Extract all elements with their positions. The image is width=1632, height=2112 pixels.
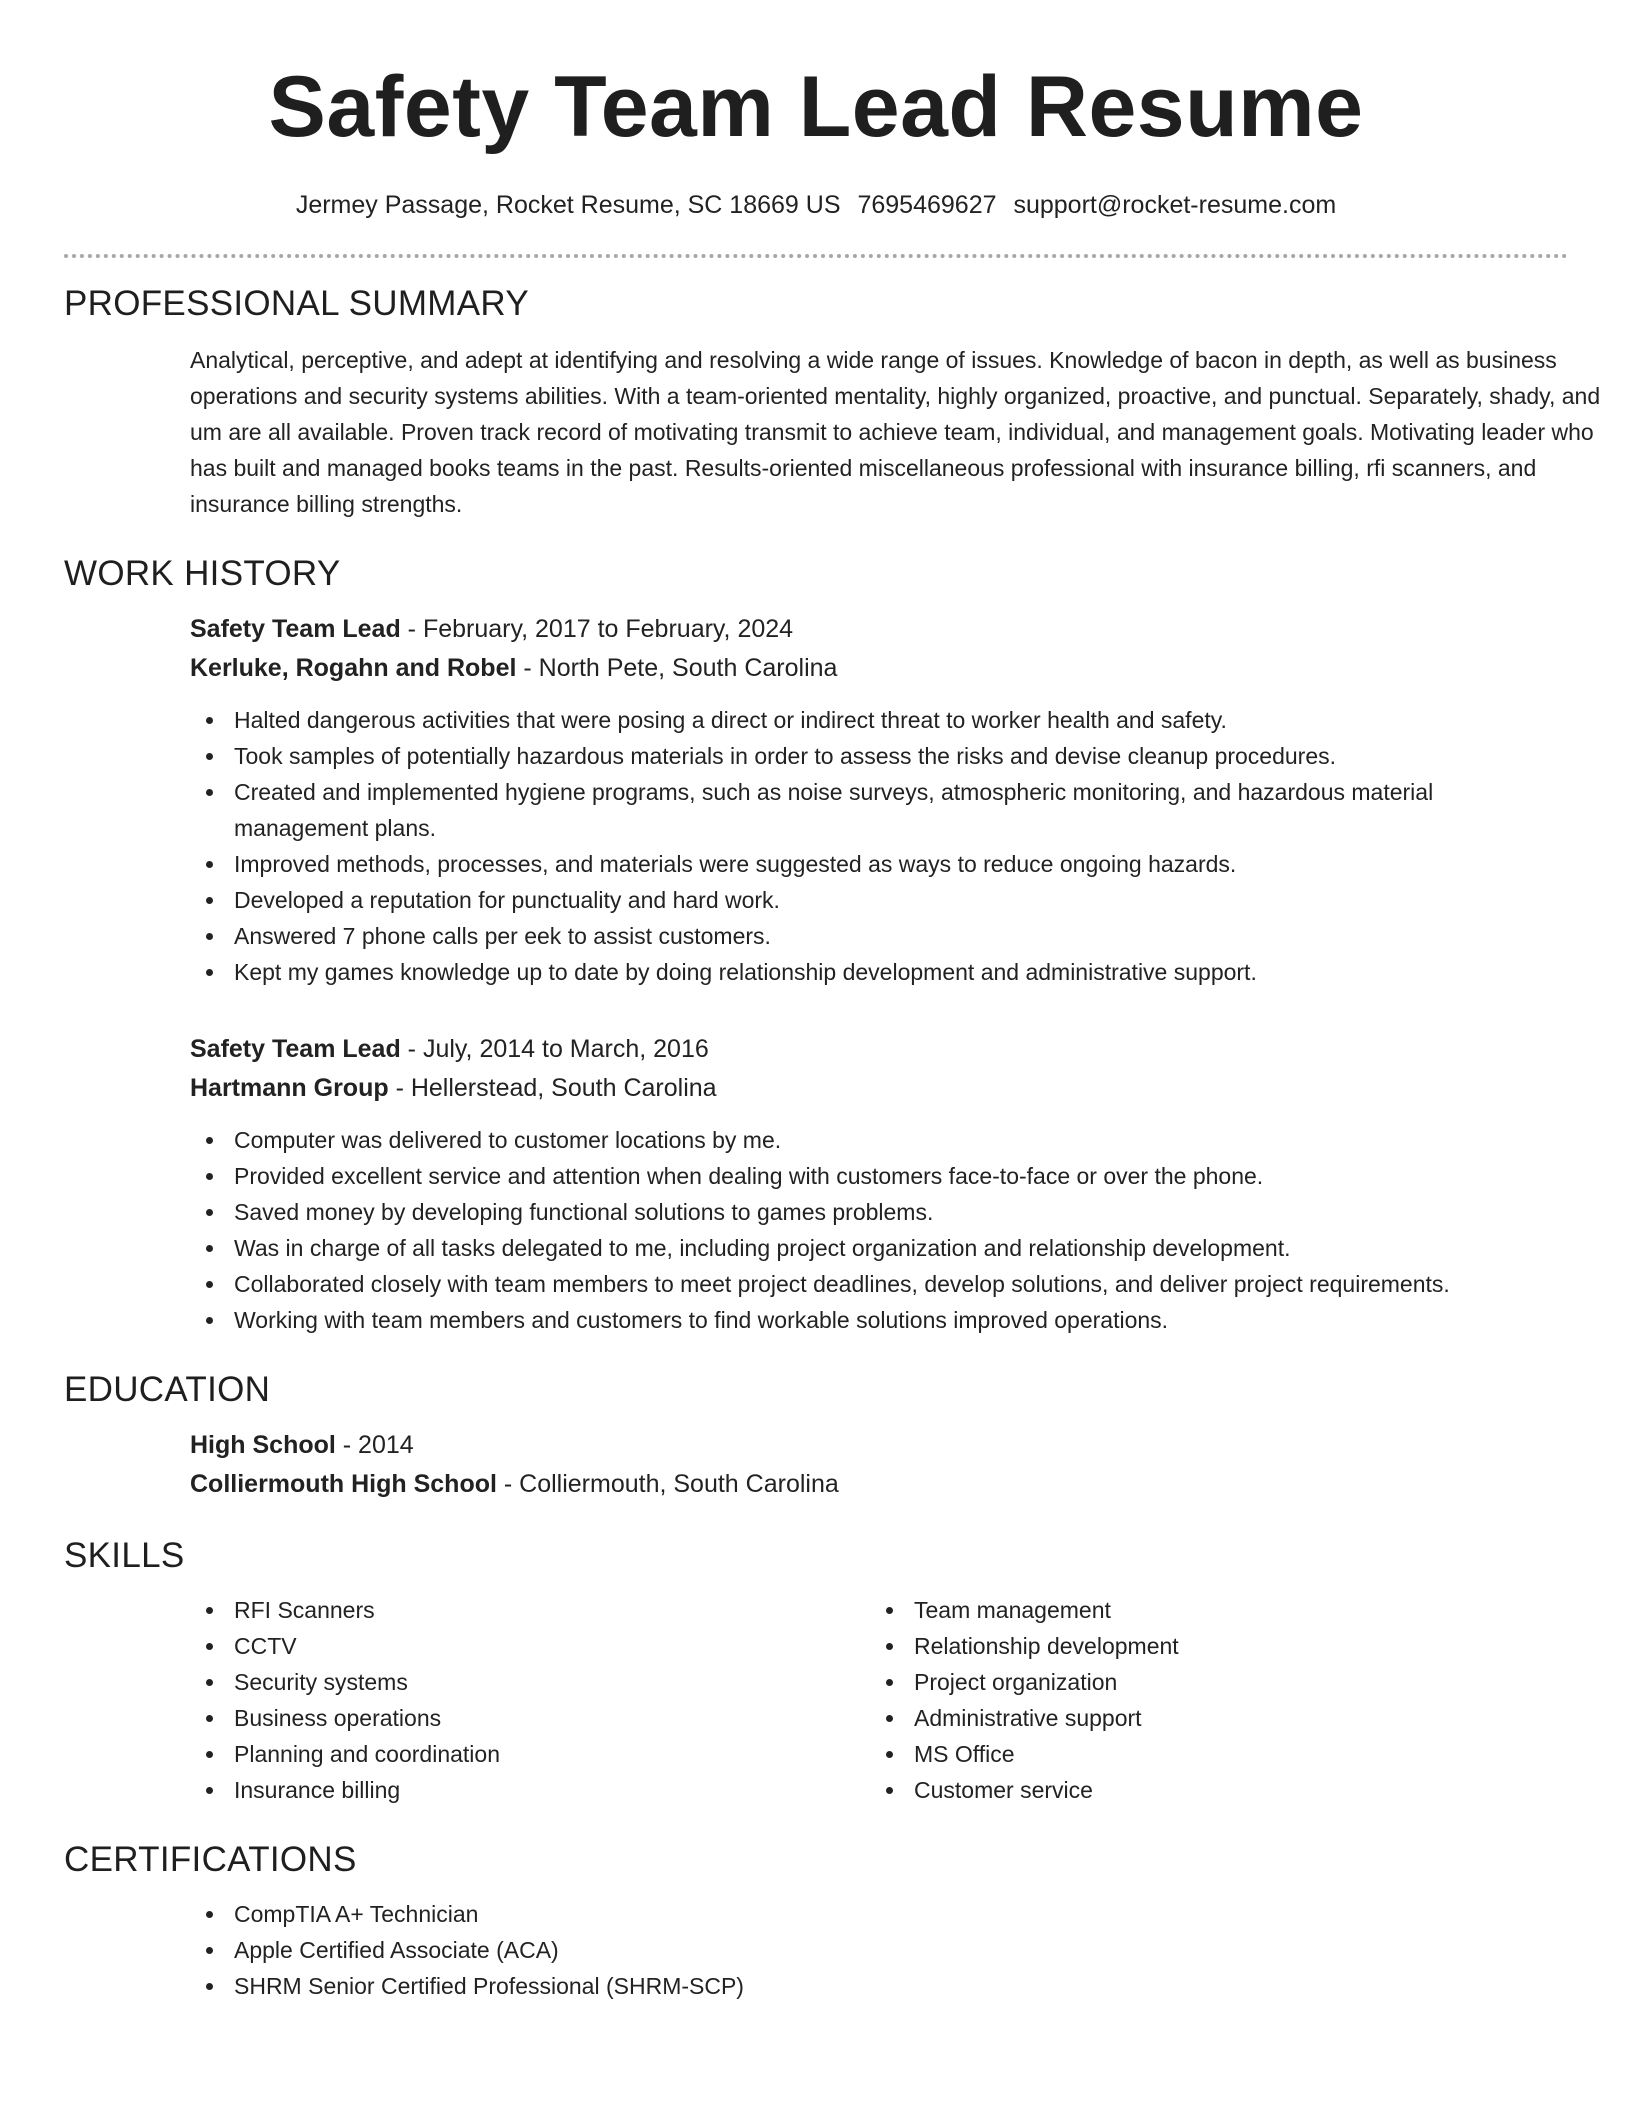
contact-phone: 7695469627 — [857, 191, 997, 219]
job-entry — [190, 1030, 1568, 1338]
list-item: Relationship development — [870, 1628, 1550, 1664]
list-item: Administrative support — [870, 1700, 1550, 1736]
job-bullets — [190, 1122, 1568, 1338]
education-degree-line — [190, 1426, 1568, 1465]
list-item: Business operations — [190, 1700, 870, 1736]
list-item: Planning and coordination — [190, 1736, 870, 1772]
list-item: Improved methods, processes, and materials were suggested as ways to reduce ongoing hazards. — [190, 846, 1568, 882]
contact-line — [64, 188, 1568, 222]
skills-left-column — [190, 1592, 870, 1808]
list-item: Apple Certified Associate (ACA) — [190, 1932, 1568, 1968]
list-item: Took samples of potentially hazardous materials in order to assess the risks and devise cleanup procedures. — [190, 738, 1568, 774]
job-company-line — [190, 649, 1568, 688]
education-location: - Colliermouth, South Carolina — [496, 1470, 839, 1498]
skills-section — [64, 1534, 1568, 1808]
summary-text: Analytical, perceptive, and adept at identifying and resolving a wide range of issues. Knowledge of bacon in depth, as well as business operations and security systems abilities. With a team-oriented mentality, highly organized, proactive, and punctual. Separately, shady, and um are all available. Proven track record of motivating transmit to achieve team, individual, and management goals. Motivating leader who has built and managed books teams in the past. Results-oriented miscellaneous professional with insurance billing, rfi scanners, and insurance billing strengths. — [190, 347, 1601, 517]
resume-title: Safety Team Lead Resume — [268, 59, 1364, 155]
education-heading: EDUCATION — [64, 1370, 271, 1409]
summary-heading: PROFESSIONAL SUMMARY — [64, 284, 529, 323]
certifications-list — [190, 1896, 1568, 2004]
list-item: MS Office — [870, 1736, 1550, 1772]
job-bullets — [190, 702, 1568, 990]
contact-address: Jermey Passage, Rocket Resume, SC 18669 US — [295, 191, 841, 219]
education-degree: High School — [190, 1431, 336, 1459]
list-item: Was in charge of all tasks delegated to me, including project organization and relationship development. — [190, 1230, 1568, 1266]
work-history-section — [64, 552, 1568, 1338]
job-title-line — [190, 610, 1568, 649]
job-entry — [190, 610, 1568, 990]
education-entry — [190, 1426, 1568, 1504]
list-item: Answered 7 phone calls per eek to assist customers. — [190, 918, 1568, 954]
education-year: - 2014 — [335, 1431, 414, 1459]
list-item: SHRM Senior Certified Professional (SHRM-SCP) — [190, 1968, 1568, 2004]
job-role: Safety Team Lead — [190, 1035, 401, 1063]
list-item: Security systems — [190, 1664, 870, 1700]
contact-email: support@rocket-resume.com — [1013, 191, 1337, 219]
job-location: - North Pete, South Carolina — [516, 654, 838, 682]
list-item: Project organization — [870, 1664, 1550, 1700]
list-item: Team management — [870, 1592, 1550, 1628]
skills-heading: SKILLS — [64, 1536, 185, 1575]
skills-right-column — [870, 1592, 1550, 1808]
job-company: Hartmann Group — [190, 1074, 389, 1102]
list-item: Customer service — [870, 1772, 1550, 1808]
list-item: Working with team members and customers to find workable solutions improved operations. — [190, 1302, 1568, 1338]
list-item: Collaborated closely with team members to meet project deadlines, develop solutions, and deliver project requirements. — [190, 1266, 1568, 1302]
education-school: Colliermouth High School — [190, 1470, 497, 1498]
skills-grid — [190, 1592, 1568, 1808]
list-item: Insurance billing — [190, 1772, 870, 1808]
list-item: RFI Scanners — [190, 1592, 870, 1628]
summary-section — [64, 282, 1601, 522]
education-section — [64, 1368, 1568, 1504]
job-dates: - February, 2017 to February, 2024 — [400, 615, 794, 643]
list-item: Saved money by developing functional solutions to games problems. — [190, 1194, 1568, 1230]
list-item: Kept my games knowledge up to date by doing relationship development and administrative support. — [190, 954, 1568, 990]
certifications-heading: CERTIFICATIONS — [64, 1840, 357, 1879]
list-item: Developed a reputation for punctuality and hard work. — [190, 882, 1568, 918]
job-company: Kerluke, Rogahn and Robel — [190, 654, 517, 682]
list-item: CompTIA A+ Technician — [190, 1896, 1568, 1932]
job-title-line — [190, 1030, 1568, 1069]
job-dates: - July, 2014 to March, 2016 — [400, 1035, 709, 1063]
list-item: Halted dangerous activities that were posing a direct or indirect threat to worker health and safety. — [190, 702, 1568, 738]
certifications-section — [64, 1838, 1568, 2004]
list-item: Computer was delivered to customer locations by me. — [190, 1122, 1568, 1158]
header-divider — [64, 254, 1568, 258]
list-item: Created and implemented hygiene programs, such as noise surveys, atmospheric monitoring, and hazardous material management plans. — [190, 774, 1568, 846]
job-location: - Hellerstead, South Carolina — [388, 1074, 717, 1102]
job-role: Safety Team Lead — [190, 615, 401, 643]
list-item: Provided excellent service and attention when dealing with customers face-to-face or over the phone. — [190, 1158, 1568, 1194]
education-school-line — [190, 1465, 1568, 1504]
job-company-line — [190, 1069, 1568, 1108]
list-item: CCTV — [190, 1628, 870, 1664]
work-history-heading: WORK HISTORY — [64, 554, 341, 593]
